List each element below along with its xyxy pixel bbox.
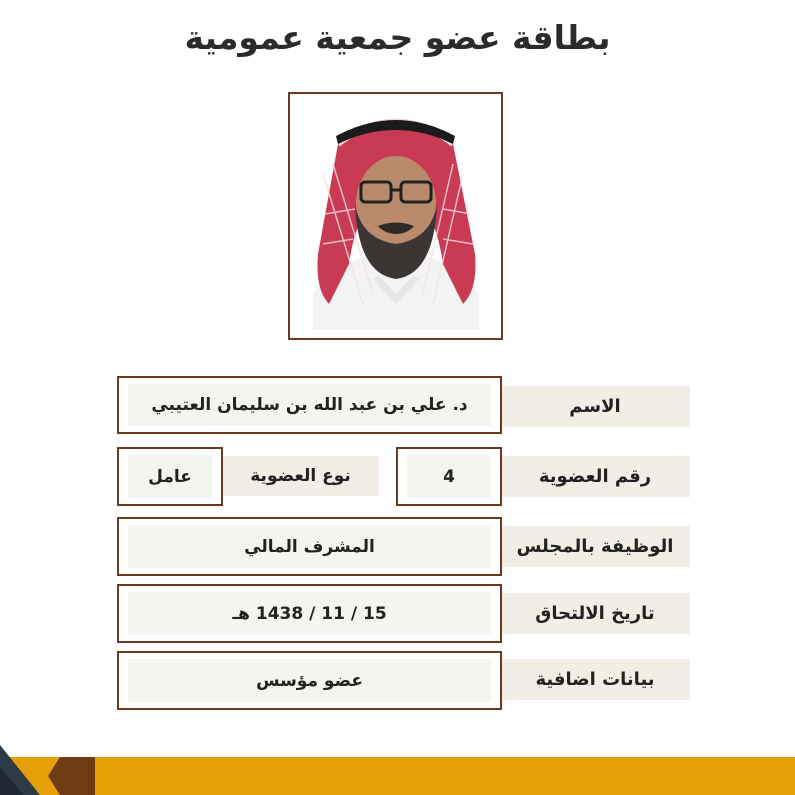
membership-number-label-text: رقم العضوية [538, 466, 652, 487]
name-label-text: الاسم [569, 396, 621, 417]
member-photo-frame [288, 92, 503, 340]
membership-type-label [222, 456, 379, 496]
join-date-box [117, 584, 502, 643]
membership-number-label [500, 456, 690, 497]
membership-number-value: 4 [407, 455, 491, 498]
membership-type-label-text: نوع العضوية [250, 466, 351, 486]
membership-type-box [117, 447, 223, 506]
name-value-box [117, 376, 502, 434]
council-position-label-text: الوظيفة بالمجلس [516, 536, 674, 557]
additional-info-value: عضو مؤسس [128, 659, 491, 702]
join-date-value: 15 / 11 / 1438 هـ [128, 592, 491, 635]
additional-info-label-text: بيانات اضافية [535, 669, 655, 690]
membership-type-value: عامل [128, 455, 212, 498]
additional-info-box [117, 651, 502, 710]
council-position-value: المشرف المالي [128, 525, 491, 568]
additional-info-label [500, 659, 690, 700]
join-date-label-text: تاريخ الالتحاق [535, 603, 655, 624]
name-label [500, 386, 690, 427]
member-portrait-icon [303, 104, 489, 330]
council-position-box [117, 517, 502, 576]
membership-number-box [396, 447, 502, 506]
council-position-label [500, 526, 690, 567]
chevron-stripes-icon [0, 745, 120, 795]
join-date-label [500, 593, 690, 634]
card-title: بطاقة عضو جمعية عمومية [184, 18, 611, 57]
name-value: د. علي بن عبد الله بن سليمان العتيبي [128, 384, 491, 426]
